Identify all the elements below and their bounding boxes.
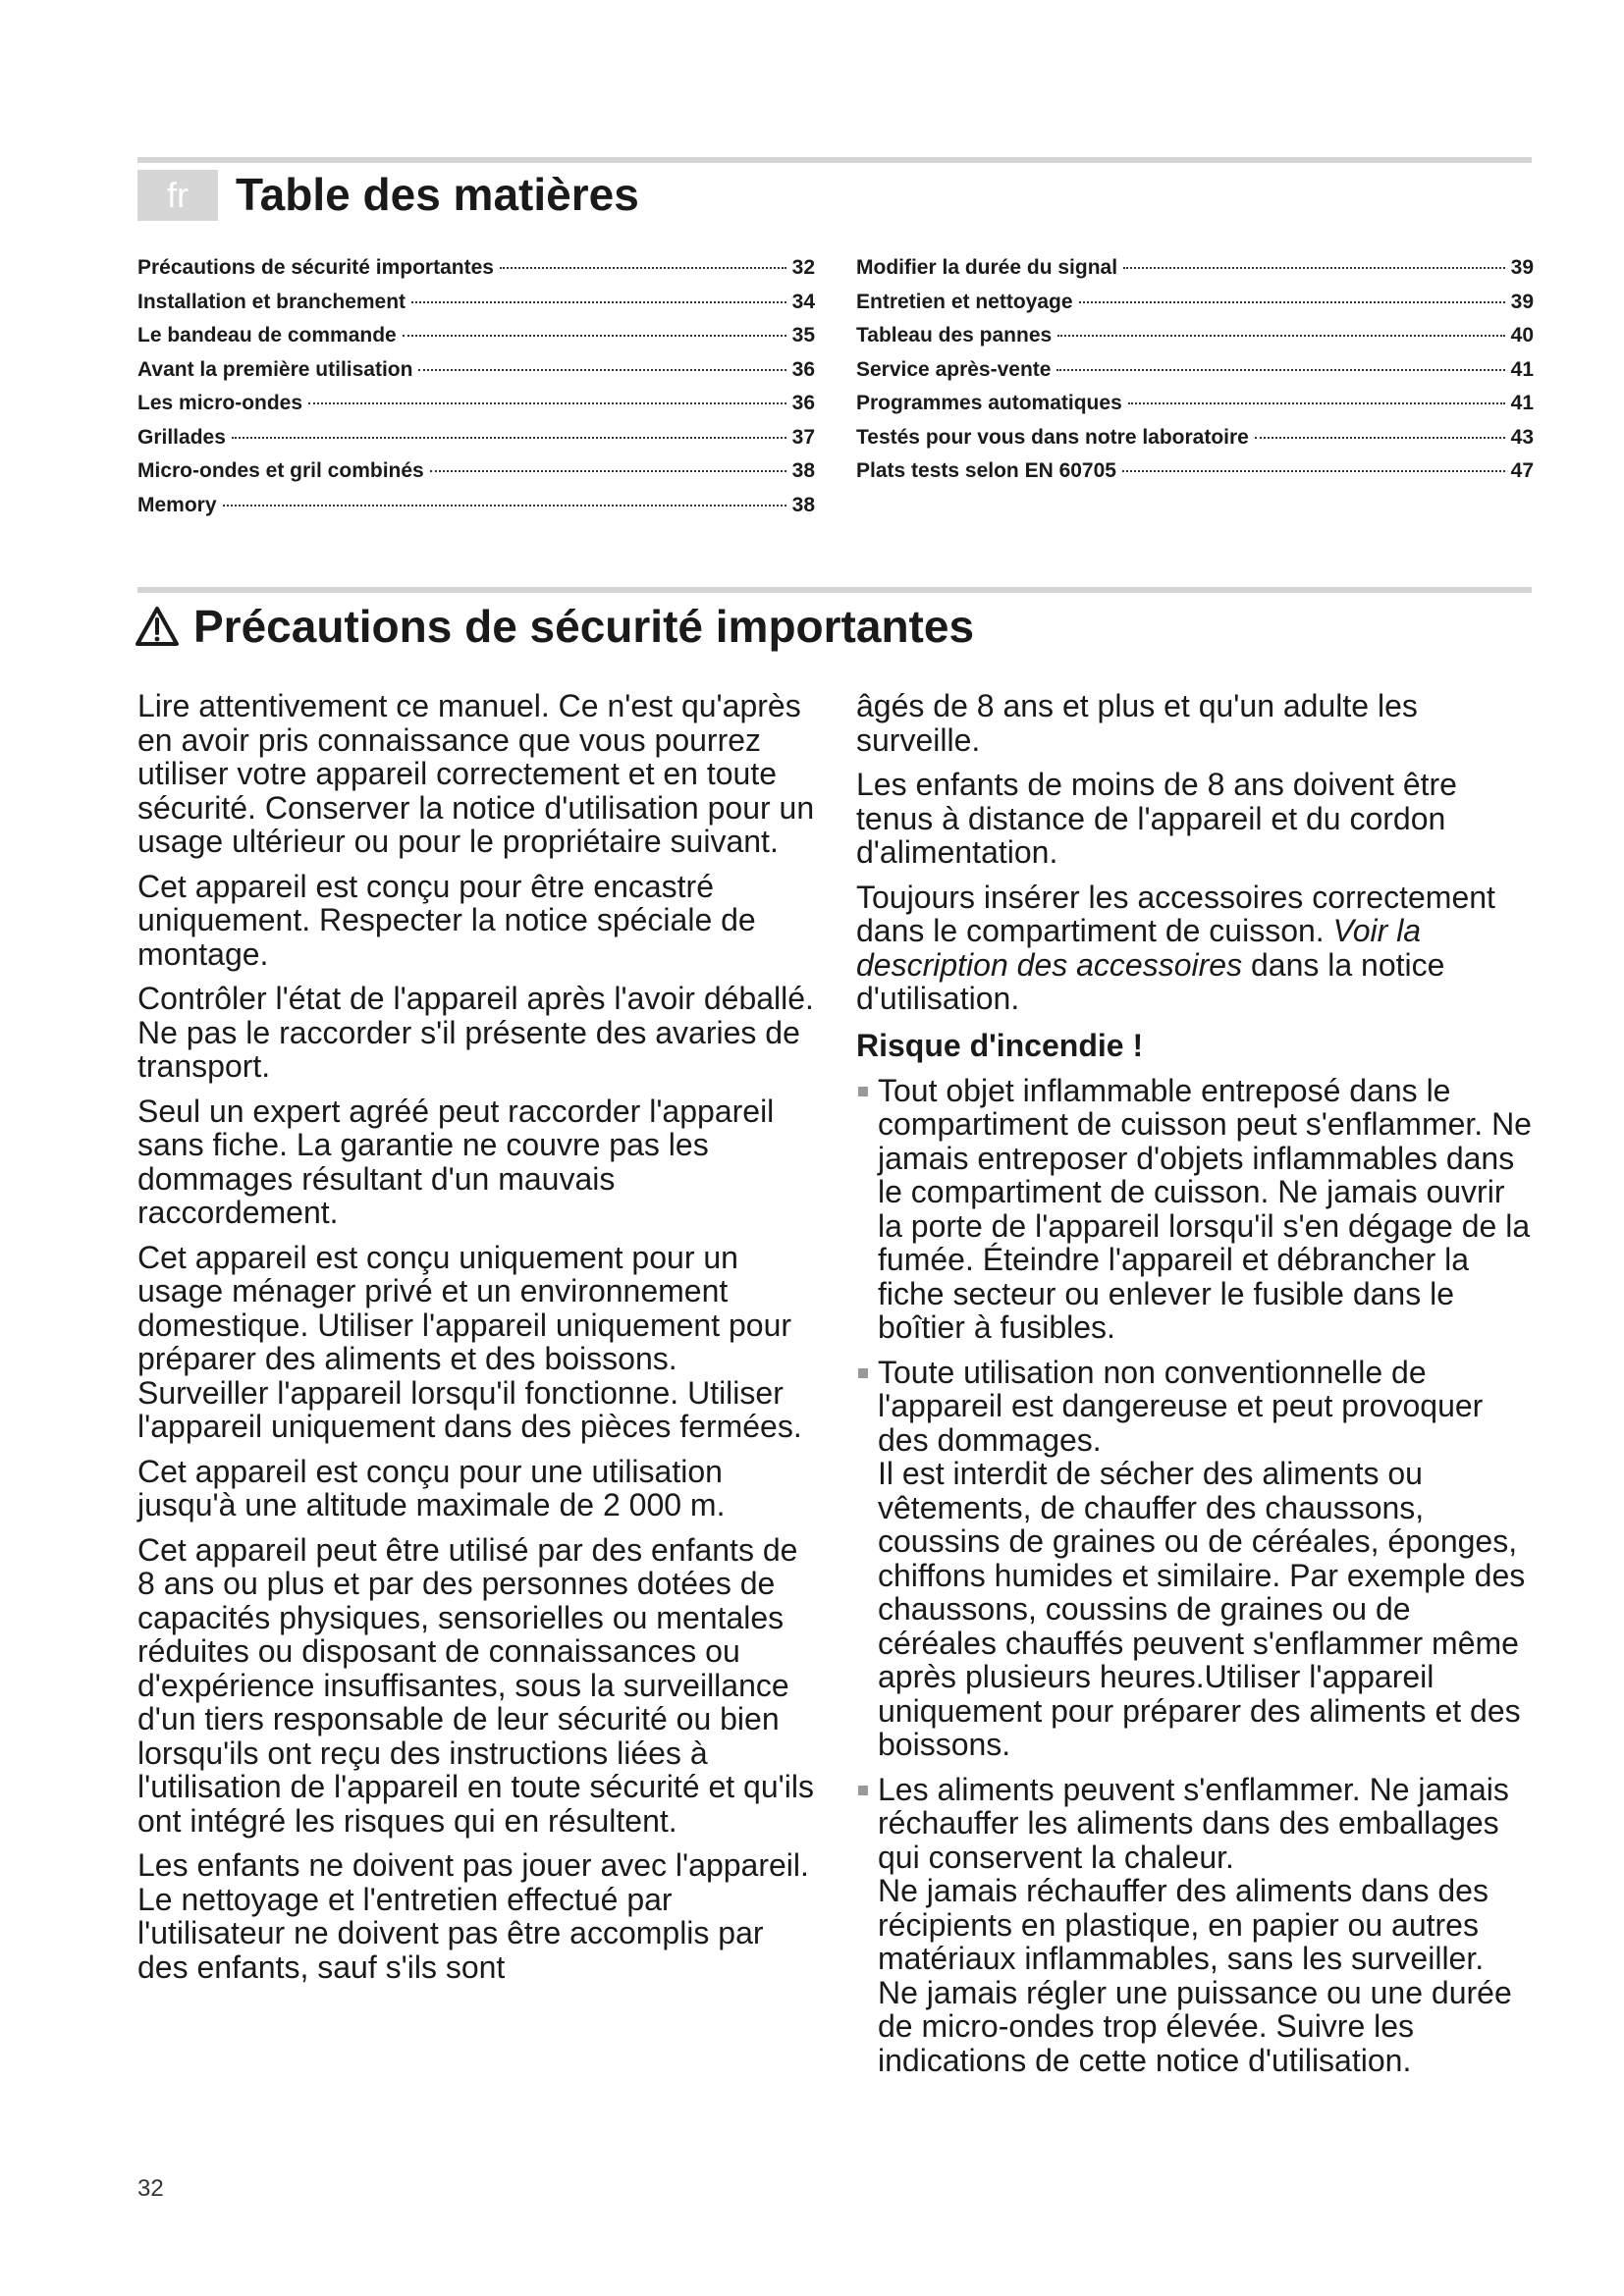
paragraph: âgés de 8 ans et plus et qu'un adulte les surveille. <box>856 688 1418 758</box>
text-run: dans la notice d'utilisation. <box>856 946 1445 1016</box>
toc-leader <box>430 470 786 472</box>
toc-entry[interactable] <box>856 392 1534 426</box>
toc-entry-title: Micro-ondes et gril combinés <box>137 459 424 482</box>
paragraph: Contrôler l'état de l'appareil après l'avoir déballé. Ne pas le raccorder s'il présente des avaries de transport. <box>137 981 814 1084</box>
toc-entry-title: Entretien et nettoyage <box>856 290 1073 313</box>
toc-right-column <box>856 256 1534 494</box>
toc-leader <box>1056 369 1504 371</box>
toc-entry-page: 43 <box>1510 425 1534 449</box>
toc-entry[interactable] <box>137 256 815 291</box>
toc-entry-title: Modifier la durée du signal <box>856 256 1118 279</box>
cross-reference: Voir la description des accessoires <box>856 913 1422 983</box>
paragraph: Les enfants de moins de 8 ans doivent être tenus à distance de l'appareil et du cordon d'alimentation. <box>856 767 1457 870</box>
toc-entry[interactable] <box>856 426 1534 460</box>
toc-entry-page: 38 <box>791 493 815 516</box>
toc-entry[interactable] <box>856 358 1534 393</box>
list-item-text: Les aliments peuvent s'enflammer. Ne jamais réchauffer les aliments dans des emballages qui conservent la chaleur. <box>878 1771 1509 1875</box>
toc-entry-page: 47 <box>1510 459 1534 482</box>
list-item-text: Il est interdit de sécher des aliments ou vêtements, de chauffer des chaussons, coussins de graines ou de céréales, éponges, chiffons humides et similaire. Par exemple des chaussons, coussins de graines ou de céréales chauffés peuvent s'enflammer même après plusieurs heures.Utiliser l'appareil uniquement pour préparer des aliments et des boissons. <box>878 1456 1526 1762</box>
text-run: Toujours insérer les accessoires correctement dans le compartiment de cuisson. <box>856 879 1495 948</box>
toc-leader <box>411 301 786 303</box>
section-title <box>135 597 974 656</box>
toc-entry[interactable] <box>856 324 1534 358</box>
paragraph: Les enfants ne doivent pas jouer avec l'appareil. Le nettoyage et l'entretien effectué par l'utilisateur ne doivent pas être accomplis par des enfants, sauf s'ils sont <box>137 1847 809 1985</box>
toc-entry-title: Programmes automatiques <box>856 392 1122 414</box>
toc-entry[interactable] <box>856 291 1534 325</box>
toc-entry-title: Service après-vente <box>856 357 1052 381</box>
toc-entry-title: Précautions de sécurité importantes <box>137 256 494 279</box>
toc-entry-page: 41 <box>1510 357 1534 381</box>
warning-triangle-icon <box>135 606 180 647</box>
toc-entry-title: Le bandeau de commande <box>137 324 397 347</box>
toc-leader <box>418 369 785 371</box>
toc-entry-page: 35 <box>791 324 815 347</box>
toc-entry-page: 34 <box>791 290 815 313</box>
toc-top-rule <box>137 157 1532 163</box>
toc-leader <box>403 335 786 337</box>
toc-entry-title: Grillades <box>137 425 226 449</box>
toc-entry-page: 40 <box>1510 324 1534 347</box>
toc-entry-title: Installation et branchement <box>137 290 406 313</box>
toc-leader <box>1079 301 1505 303</box>
right-text-column <box>856 689 1534 2088</box>
toc-leader <box>1255 437 1505 439</box>
toc-entry[interactable] <box>137 291 815 325</box>
toc-entry-title: Les micro-ondes <box>137 392 303 414</box>
toc-entry[interactable] <box>137 324 815 358</box>
toc-entry[interactable] <box>137 426 815 460</box>
toc-entry-page: 39 <box>1510 256 1534 279</box>
toc-leader <box>308 402 786 404</box>
bullet-square-icon <box>858 1786 868 1795</box>
toc-leader <box>500 267 786 269</box>
toc-entry-title: Plats tests selon EN 60705 <box>856 459 1116 482</box>
toc-entry[interactable] <box>856 459 1534 494</box>
paragraph: Seul un expert agréé peut raccorder l'appareil sans fiche. La garantie ne couvre pas les dommages résultant d'un mauvais raccordement. <box>137 1093 775 1230</box>
toc-entry-page: 36 <box>791 392 815 414</box>
toc-entry-title: Avant la première utilisation <box>137 357 413 381</box>
toc-leader <box>1128 402 1505 404</box>
toc-entry[interactable] <box>856 256 1534 291</box>
paragraph: Cet appareil est conçu uniquement pour un usage ménager privé et un environnement domestique. Utiliser l'appareil uniquement pour préparer des aliments et des boissons. Surveiller l'appareil lorsqu'il fonctionne. Utiliser l'appareil uniquement dans des pièces fermées. <box>137 1239 802 1444</box>
toc-left-column <box>137 256 815 527</box>
toc-entry-page: 36 <box>791 357 815 381</box>
language-badge: fr <box>137 170 218 221</box>
toc-entry-page: 38 <box>791 459 815 482</box>
fire-risk-heading: Risque d'incendie ! <box>856 1027 1144 1063</box>
toc-title: Table des matières <box>236 169 639 220</box>
list-item-text: Tout objet inflammable entreposé dans le compartiment de cuisson peut s'enflammer. Ne jamais entreposer d'objets inflammables dans le compartiment de cuisson. Ne jamais ouvrir la porte de l'appareil lorsqu'il s'en dégage de la fumée. Éteindre l'appareil et débrancher la fiche secteur ou enlever le fusible dans le boîtier à fusibles. <box>878 1072 1532 1345</box>
toc-entry[interactable] <box>137 459 815 494</box>
fire-risk-list <box>856 1074 1534 2078</box>
list-item <box>856 1773 1534 2078</box>
toc-entry-page: 39 <box>1510 290 1534 313</box>
bullet-square-icon <box>858 1368 868 1378</box>
toc-entry-page: 41 <box>1510 392 1534 414</box>
left-text-column <box>137 689 815 1995</box>
list-item <box>856 1356 1534 1762</box>
toc-entry[interactable] <box>137 392 815 426</box>
paragraph: Cet appareil peut être utilisé par des enfants de 8 ans ou plus et par des personnes dotées de capacités physiques, sensorielles ou mentales réduites ou disposant de connaissances ou d'expérience insuffisantes, sous la surveillance d'un tiers responsable de leur sécurité ou bien lorsqu'ils ont reçu des instructions liées à l'utilisation de l'appareil en toute sécurité et qu'ils ont intégré les risques qui en résultent. <box>137 1531 814 1839</box>
toc-leader <box>1123 267 1505 269</box>
toc-entry-page: 32 <box>791 256 815 279</box>
section-title-text: Précautions de sécurité importantes <box>193 601 975 652</box>
toc-entry[interactable] <box>137 358 815 393</box>
toc-leader <box>223 505 786 507</box>
section-top-rule <box>137 587 1532 593</box>
paragraph: Cet appareil est conçu pour être encastré uniquement. Respecter la notice spéciale de montage. <box>137 868 756 972</box>
list-item <box>856 1074 1534 1345</box>
toc-entry-title: Testés pour vous dans notre laboratoire <box>856 425 1249 449</box>
list-item-text: Ne jamais réchauffer des aliments dans des récipients en plastique, en papier ou autres matériaux inflammables, sans les surveiller. <box>878 1873 1489 1976</box>
toc-entry[interactable] <box>137 494 815 528</box>
toc-leader <box>1057 335 1504 337</box>
toc-leader <box>232 437 786 439</box>
bullet-square-icon <box>858 1087 868 1096</box>
paragraph-accessories <box>856 881 1534 1016</box>
paragraph: Lire attentivement ce manuel. Ce n'est qu'après en avoir pris connaissance que vous pourrez utiliser votre appareil correctement et en toute sécurité. Conserver la notice d'utilisation pour un usage ultérieur ou pour le propriétaire suivant. <box>137 688 815 859</box>
paragraph: Cet appareil est conçu pour une utilisation jusqu'à une altitude maximale de 2 000 m. <box>137 1453 726 1522</box>
toc-leader <box>1122 470 1505 472</box>
toc-entry-title: Tableau des pannes <box>856 324 1053 347</box>
toc-entry-page: 37 <box>791 425 815 449</box>
list-item-text: Toute utilisation non conventionnelle de l'appareil est dangereuse et peut provoquer des dommages. <box>878 1354 1484 1458</box>
page-number: 32 <box>137 2175 164 2202</box>
toc-entry-title: Memory <box>137 493 217 516</box>
list-item-text: Ne jamais régler une puissance ou une durée de micro-ondes trop élevée. Suivre les indications de cette notice d'utilisation. <box>878 1974 1512 2078</box>
